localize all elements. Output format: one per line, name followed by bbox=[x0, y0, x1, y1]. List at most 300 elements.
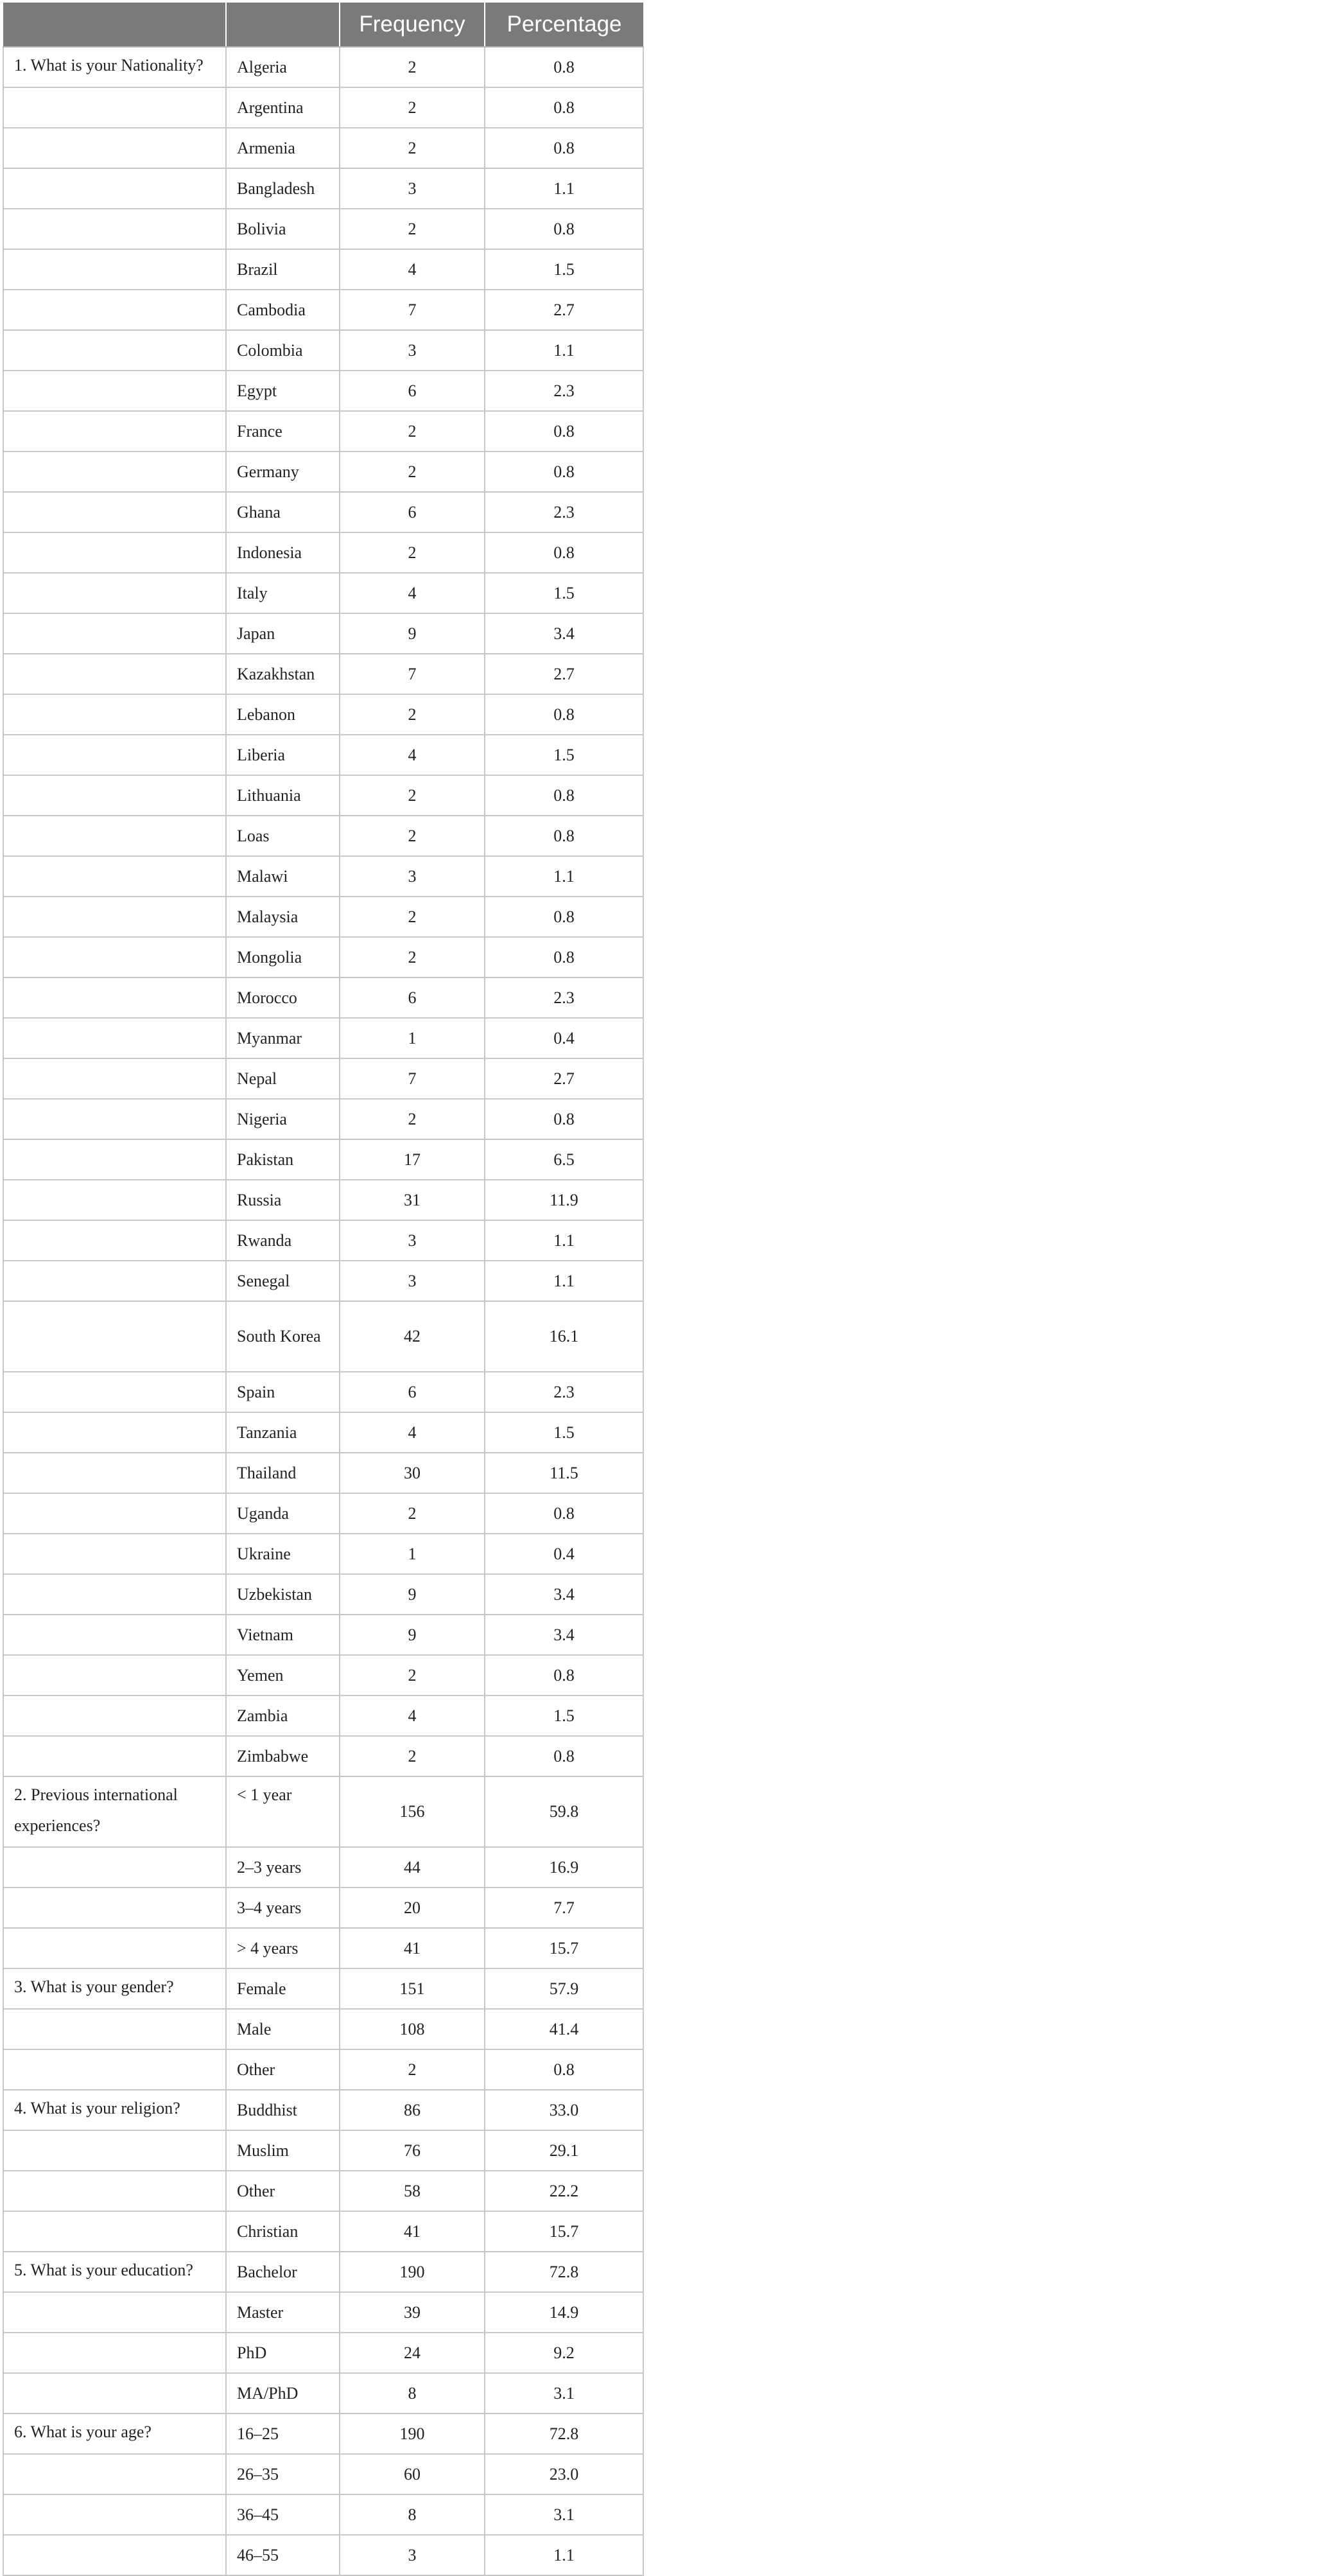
table-row bbox=[3, 2373, 643, 2414]
percentage-cell: 1.1 bbox=[485, 2535, 643, 2575]
table-row bbox=[3, 1018, 643, 1058]
frequency-cell: 3 bbox=[340, 330, 485, 371]
question-cell bbox=[3, 1574, 226, 1615]
frequency-cell: 4 bbox=[340, 1695, 485, 1736]
question-cell bbox=[3, 1139, 226, 1180]
percentage-cell: 2.3 bbox=[485, 1372, 643, 1412]
table-row bbox=[3, 573, 643, 613]
frequency-cell: 60 bbox=[340, 2454, 485, 2494]
table-row bbox=[3, 1534, 643, 1574]
category-cell: Indonesia bbox=[226, 532, 340, 573]
percentage-cell: 15.7 bbox=[485, 1928, 643, 1968]
table-row bbox=[3, 1180, 643, 1220]
question-cell bbox=[3, 1534, 226, 1574]
category-cell: Egypt bbox=[226, 371, 340, 411]
frequency-cell: 76 bbox=[340, 2130, 485, 2171]
question-cell bbox=[3, 2494, 226, 2535]
table-row bbox=[3, 1493, 643, 1534]
table-row bbox=[3, 1139, 643, 1180]
frequency-cell: 6 bbox=[340, 977, 485, 1018]
table-row bbox=[3, 1301, 643, 1372]
table-row bbox=[3, 1695, 643, 1736]
frequency-cell: 2 bbox=[340, 897, 485, 937]
header-question bbox=[3, 3, 226, 47]
question-cell bbox=[3, 1180, 226, 1220]
frequency-cell: 2 bbox=[340, 128, 485, 168]
frequency-cell: 6 bbox=[340, 1372, 485, 1412]
table-row bbox=[3, 2049, 643, 2090]
table-row bbox=[3, 1615, 643, 1655]
category-cell: Argentina bbox=[226, 87, 340, 128]
category-cell: Mongolia bbox=[226, 937, 340, 977]
category-cell: Ghana bbox=[226, 492, 340, 532]
percentage-cell: 57.9 bbox=[485, 1968, 643, 2009]
table-row bbox=[3, 937, 643, 977]
category-cell: Brazil bbox=[226, 249, 340, 290]
category-cell: Nepal bbox=[226, 1058, 340, 1099]
frequency-cell: 2 bbox=[340, 87, 485, 128]
table-row bbox=[3, 209, 643, 249]
question-cell bbox=[3, 2373, 226, 2414]
percentage-cell: 1.1 bbox=[485, 1261, 643, 1301]
table-row bbox=[3, 1776, 643, 1847]
frequency-cell: 2 bbox=[340, 937, 485, 977]
question-cell: 1. What is your Nationality? bbox=[3, 47, 226, 87]
frequency-cell: 6 bbox=[340, 492, 485, 532]
question-cell bbox=[3, 1099, 226, 1139]
question-cell bbox=[3, 1695, 226, 1736]
table-row bbox=[3, 2211, 643, 2252]
category-cell: Bolivia bbox=[226, 209, 340, 249]
question-cell bbox=[3, 897, 226, 937]
question-cell bbox=[3, 1493, 226, 1534]
category-cell: Morocco bbox=[226, 977, 340, 1018]
table-row bbox=[3, 1968, 643, 2009]
table-row bbox=[3, 290, 643, 330]
frequency-cell: 2 bbox=[340, 47, 485, 87]
question-cell bbox=[3, 2049, 226, 2090]
category-cell: Ukraine bbox=[226, 1534, 340, 1574]
question-cell bbox=[3, 2454, 226, 2494]
percentage-cell: 15.7 bbox=[485, 2211, 643, 2252]
category-cell: Zimbabwe bbox=[226, 1736, 340, 1776]
percentage-cell: 1.5 bbox=[485, 249, 643, 290]
percentage-cell: 0.8 bbox=[485, 816, 643, 856]
table-row bbox=[3, 694, 643, 735]
category-cell: 16–25 bbox=[226, 2414, 340, 2454]
category-cell: Thailand bbox=[226, 1453, 340, 1493]
percentage-cell: 16.9 bbox=[485, 1847, 643, 1888]
question-cell bbox=[3, 613, 226, 654]
frequency-cell: 9 bbox=[340, 613, 485, 654]
percentage-cell: 0.8 bbox=[485, 451, 643, 492]
category-cell: Uzbekistan bbox=[226, 1574, 340, 1615]
category-cell: Colombia bbox=[226, 330, 340, 371]
percentage-cell: 59.8 bbox=[485, 1776, 643, 1847]
category-cell: Master bbox=[226, 2292, 340, 2333]
table-row bbox=[3, 1453, 643, 1493]
table-row bbox=[3, 330, 643, 371]
percentage-cell: 0.8 bbox=[485, 209, 643, 249]
table-row bbox=[3, 775, 643, 816]
category-cell: Bachelor bbox=[226, 2252, 340, 2292]
category-cell: Vietnam bbox=[226, 1615, 340, 1655]
frequency-cell: 2 bbox=[340, 1493, 485, 1534]
percentage-cell: 2.3 bbox=[485, 977, 643, 1018]
frequency-cell: 3 bbox=[340, 1220, 485, 1261]
frequency-cell: 4 bbox=[340, 249, 485, 290]
frequency-cell: 2 bbox=[340, 1099, 485, 1139]
table-row bbox=[3, 2494, 643, 2535]
frequency-cell: 3 bbox=[340, 1261, 485, 1301]
percentage-cell: 0.8 bbox=[485, 2049, 643, 2090]
percentage-cell: 2.7 bbox=[485, 654, 643, 694]
question-cell bbox=[3, 290, 226, 330]
header-category bbox=[226, 3, 340, 47]
question-cell bbox=[3, 1301, 226, 1372]
frequency-cell: 58 bbox=[340, 2171, 485, 2211]
question-cell: 2. Previous international experiences? bbox=[3, 1776, 226, 1847]
header-percentage: Percentage bbox=[485, 3, 643, 47]
category-cell: Pakistan bbox=[226, 1139, 340, 1180]
percentage-cell: 33.0 bbox=[485, 2090, 643, 2130]
table-row bbox=[3, 2292, 643, 2333]
percentage-cell: 9.2 bbox=[485, 2333, 643, 2373]
table-row bbox=[3, 2171, 643, 2211]
frequency-cell: 2 bbox=[340, 411, 485, 451]
percentage-cell: 3.1 bbox=[485, 2494, 643, 2535]
percentage-cell: 0.8 bbox=[485, 775, 643, 816]
category-cell: Japan bbox=[226, 613, 340, 654]
question-cell bbox=[3, 694, 226, 735]
frequency-cell: 7 bbox=[340, 654, 485, 694]
question-cell bbox=[3, 2333, 226, 2373]
frequency-cell: 3 bbox=[340, 856, 485, 897]
percentage-cell: 1.5 bbox=[485, 1695, 643, 1736]
question-cell bbox=[3, 937, 226, 977]
category-cell: Other bbox=[226, 2049, 340, 2090]
question-cell bbox=[3, 87, 226, 128]
category-cell: Zambia bbox=[226, 1695, 340, 1736]
table-row bbox=[3, 1372, 643, 1412]
percentage-cell: 1.5 bbox=[485, 573, 643, 613]
category-cell: Senegal bbox=[226, 1261, 340, 1301]
question-cell bbox=[3, 1615, 226, 1655]
question-cell bbox=[3, 1261, 226, 1301]
frequency-cell: 4 bbox=[340, 573, 485, 613]
table-header bbox=[3, 3, 643, 47]
frequency-cell: 42 bbox=[340, 1301, 485, 1372]
category-cell: 2–3 years bbox=[226, 1847, 340, 1888]
category-cell: Algeria bbox=[226, 47, 340, 87]
table-row bbox=[3, 1847, 643, 1888]
percentage-cell: 0.8 bbox=[485, 411, 643, 451]
percentage-cell: 0.8 bbox=[485, 897, 643, 937]
category-cell: Italy bbox=[226, 573, 340, 613]
table-row bbox=[3, 1928, 643, 1968]
category-cell: Malaysia bbox=[226, 897, 340, 937]
percentage-cell: 6.5 bbox=[485, 1139, 643, 1180]
header-row bbox=[3, 3, 643, 47]
category-cell: Spain bbox=[226, 1372, 340, 1412]
category-cell: Lebanon bbox=[226, 694, 340, 735]
percentage-cell: 2.7 bbox=[485, 1058, 643, 1099]
table-row bbox=[3, 816, 643, 856]
percentage-cell: 3.1 bbox=[485, 2373, 643, 2414]
category-cell: Rwanda bbox=[226, 1220, 340, 1261]
table-row bbox=[3, 2009, 643, 2049]
question-cell bbox=[3, 532, 226, 573]
question-cell bbox=[3, 2009, 226, 2049]
frequency-cell: 2 bbox=[340, 816, 485, 856]
percentage-cell: 0.8 bbox=[485, 1493, 643, 1534]
table-row bbox=[3, 2414, 643, 2454]
category-cell: > 4 years bbox=[226, 1928, 340, 1968]
frequency-cell: 3 bbox=[340, 2535, 485, 2575]
table-row bbox=[3, 1261, 643, 1301]
table-row bbox=[3, 249, 643, 290]
question-cell bbox=[3, 1412, 226, 1453]
table-row bbox=[3, 1574, 643, 1615]
table-row bbox=[3, 1655, 643, 1695]
table-row bbox=[3, 856, 643, 897]
question-cell bbox=[3, 1453, 226, 1493]
table-row bbox=[3, 1888, 643, 1928]
category-cell: < 1 year bbox=[226, 1776, 340, 1847]
percentage-cell: 1.1 bbox=[485, 168, 643, 209]
table-row bbox=[3, 2130, 643, 2171]
category-cell: Tanzania bbox=[226, 1412, 340, 1453]
table-row bbox=[3, 1220, 643, 1261]
frequency-cell: 4 bbox=[340, 735, 485, 775]
question-cell bbox=[3, 573, 226, 613]
frequency-cell: 2 bbox=[340, 1655, 485, 1695]
table-row bbox=[3, 492, 643, 532]
question-cell bbox=[3, 1736, 226, 1776]
category-cell: PhD bbox=[226, 2333, 340, 2373]
category-cell: Yemen bbox=[226, 1655, 340, 1695]
table-row bbox=[3, 168, 643, 209]
category-cell: Russia bbox=[226, 1180, 340, 1220]
percentage-cell: 7.7 bbox=[485, 1888, 643, 1928]
question-cell: 4. What is your religion? bbox=[3, 2090, 226, 2130]
frequency-cell: 86 bbox=[340, 2090, 485, 2130]
table-row bbox=[3, 977, 643, 1018]
percentage-cell: 11.9 bbox=[485, 1180, 643, 1220]
table-body bbox=[3, 47, 643, 2575]
frequency-cell: 2 bbox=[340, 532, 485, 573]
percentage-cell: 11.5 bbox=[485, 1453, 643, 1493]
category-cell: 36–45 bbox=[226, 2494, 340, 2535]
frequency-cell: 156 bbox=[340, 1776, 485, 1847]
percentage-cell: 2.7 bbox=[485, 290, 643, 330]
category-cell: Other bbox=[226, 2171, 340, 2211]
frequency-cell: 8 bbox=[340, 2373, 485, 2414]
percentage-cell: 3.4 bbox=[485, 1574, 643, 1615]
category-cell: 26–35 bbox=[226, 2454, 340, 2494]
frequency-cell: 2 bbox=[340, 775, 485, 816]
table-row bbox=[3, 735, 643, 775]
frequency-cell: 31 bbox=[340, 1180, 485, 1220]
frequency-cell: 190 bbox=[340, 2252, 485, 2292]
frequency-cell: 7 bbox=[340, 290, 485, 330]
frequency-cell: 2 bbox=[340, 2049, 485, 2090]
category-cell: Liberia bbox=[226, 735, 340, 775]
category-cell: Armenia bbox=[226, 128, 340, 168]
question-cell bbox=[3, 249, 226, 290]
percentage-cell: 72.8 bbox=[485, 2414, 643, 2454]
table-row bbox=[3, 411, 643, 451]
frequency-cell: 24 bbox=[340, 2333, 485, 2373]
question-cell: 5. What is your education? bbox=[3, 2252, 226, 2292]
table-row bbox=[3, 87, 643, 128]
category-cell: Kazakhstan bbox=[226, 654, 340, 694]
category-cell: Muslim bbox=[226, 2130, 340, 2171]
question-cell bbox=[3, 2130, 226, 2171]
percentage-cell: 0.8 bbox=[485, 47, 643, 87]
question-cell bbox=[3, 330, 226, 371]
percentage-cell: 1.1 bbox=[485, 856, 643, 897]
demographics-table bbox=[3, 3, 644, 2576]
question-cell bbox=[3, 168, 226, 209]
frequency-cell: 20 bbox=[340, 1888, 485, 1928]
category-cell: 46–55 bbox=[226, 2535, 340, 2575]
frequency-cell: 7 bbox=[340, 1058, 485, 1099]
table-row bbox=[3, 2333, 643, 2373]
frequency-cell: 9 bbox=[340, 1574, 485, 1615]
frequency-cell: 108 bbox=[340, 2009, 485, 2049]
table-row bbox=[3, 2090, 643, 2130]
frequency-cell: 190 bbox=[340, 2414, 485, 2454]
table-row bbox=[3, 128, 643, 168]
category-cell: Cambodia bbox=[226, 290, 340, 330]
table-row bbox=[3, 1736, 643, 1776]
percentage-cell: 72.8 bbox=[485, 2252, 643, 2292]
frequency-cell: 2 bbox=[340, 694, 485, 735]
percentage-cell: 1.5 bbox=[485, 1412, 643, 1453]
percentage-cell: 0.4 bbox=[485, 1018, 643, 1058]
question-cell bbox=[3, 411, 226, 451]
category-cell: Male bbox=[226, 2009, 340, 2049]
question-cell bbox=[3, 1655, 226, 1695]
percentage-cell: 0.8 bbox=[485, 532, 643, 573]
percentage-cell: 1.5 bbox=[485, 735, 643, 775]
percentage-cell: 0.8 bbox=[485, 694, 643, 735]
question-cell bbox=[3, 654, 226, 694]
frequency-cell: 2 bbox=[340, 209, 485, 249]
frequency-cell: 4 bbox=[340, 1412, 485, 1453]
question-cell bbox=[3, 775, 226, 816]
percentage-cell: 41.4 bbox=[485, 2009, 643, 2049]
percentage-cell: 0.8 bbox=[485, 1655, 643, 1695]
table-row bbox=[3, 532, 643, 573]
frequency-cell: 41 bbox=[340, 2211, 485, 2252]
frequency-cell: 1 bbox=[340, 1018, 485, 1058]
category-cell: South Korea bbox=[226, 1301, 340, 1372]
question-cell: 6. What is your age? bbox=[3, 2414, 226, 2454]
question-cell bbox=[3, 816, 226, 856]
percentage-cell: 1.1 bbox=[485, 330, 643, 371]
question-cell bbox=[3, 1928, 226, 1968]
percentage-cell: 0.8 bbox=[485, 87, 643, 128]
category-cell: MA/PhD bbox=[226, 2373, 340, 2414]
question-cell bbox=[3, 2171, 226, 2211]
table-row bbox=[3, 451, 643, 492]
question-cell bbox=[3, 1372, 226, 1412]
question-cell bbox=[3, 1847, 226, 1888]
table-row bbox=[3, 2535, 643, 2575]
question-cell bbox=[3, 2211, 226, 2252]
percentage-cell: 0.8 bbox=[485, 128, 643, 168]
percentage-cell: 23.0 bbox=[485, 2454, 643, 2494]
category-cell: Uganda bbox=[226, 1493, 340, 1534]
percentage-cell: 16.1 bbox=[485, 1301, 643, 1372]
header-frequency: Frequency bbox=[340, 3, 485, 47]
frequency-cell: 151 bbox=[340, 1968, 485, 2009]
frequency-cell: 17 bbox=[340, 1139, 485, 1180]
category-cell: Bangladesh bbox=[226, 168, 340, 209]
frequency-cell: 3 bbox=[340, 168, 485, 209]
frequency-cell: 8 bbox=[340, 2494, 485, 2535]
table-row bbox=[3, 1058, 643, 1099]
percentage-cell: 0.8 bbox=[485, 937, 643, 977]
percentage-cell: 3.4 bbox=[485, 613, 643, 654]
question-cell bbox=[3, 2292, 226, 2333]
question-cell bbox=[3, 1018, 226, 1058]
question-cell bbox=[3, 1058, 226, 1099]
frequency-cell: 2 bbox=[340, 1736, 485, 1776]
category-cell: Buddhist bbox=[226, 2090, 340, 2130]
category-cell: 3–4 years bbox=[226, 1888, 340, 1928]
table-row bbox=[3, 1412, 643, 1453]
frequency-cell: 39 bbox=[340, 2292, 485, 2333]
question-cell bbox=[3, 209, 226, 249]
table-row bbox=[3, 2454, 643, 2494]
percentage-cell: 29.1 bbox=[485, 2130, 643, 2171]
table-row bbox=[3, 897, 643, 937]
percentage-cell: 14.9 bbox=[485, 2292, 643, 2333]
question-cell bbox=[3, 451, 226, 492]
percentage-cell: 3.4 bbox=[485, 1615, 643, 1655]
percentage-cell: 2.3 bbox=[485, 371, 643, 411]
frequency-cell: 9 bbox=[340, 1615, 485, 1655]
question-cell bbox=[3, 977, 226, 1018]
question-cell bbox=[3, 856, 226, 897]
percentage-cell: 1.1 bbox=[485, 1220, 643, 1261]
question-cell bbox=[3, 735, 226, 775]
category-cell: Nigeria bbox=[226, 1099, 340, 1139]
category-cell: Malawi bbox=[226, 856, 340, 897]
category-cell: Germany bbox=[226, 451, 340, 492]
percentage-cell: 22.2 bbox=[485, 2171, 643, 2211]
table-row bbox=[3, 654, 643, 694]
question-cell: 3. What is your gender? bbox=[3, 1968, 226, 2009]
category-cell: Christian bbox=[226, 2211, 340, 2252]
frequency-cell: 2 bbox=[340, 451, 485, 492]
percentage-cell: 0.8 bbox=[485, 1099, 643, 1139]
percentage-cell: 2.3 bbox=[485, 492, 643, 532]
table-row bbox=[3, 613, 643, 654]
frequency-cell: 30 bbox=[340, 1453, 485, 1493]
question-cell bbox=[3, 1220, 226, 1261]
question-cell bbox=[3, 371, 226, 411]
table-row bbox=[3, 371, 643, 411]
category-cell: Myanmar bbox=[226, 1018, 340, 1058]
frequency-cell: 41 bbox=[340, 1928, 485, 1968]
table-row bbox=[3, 47, 643, 87]
question-cell bbox=[3, 1888, 226, 1928]
percentage-cell: 0.4 bbox=[485, 1534, 643, 1574]
